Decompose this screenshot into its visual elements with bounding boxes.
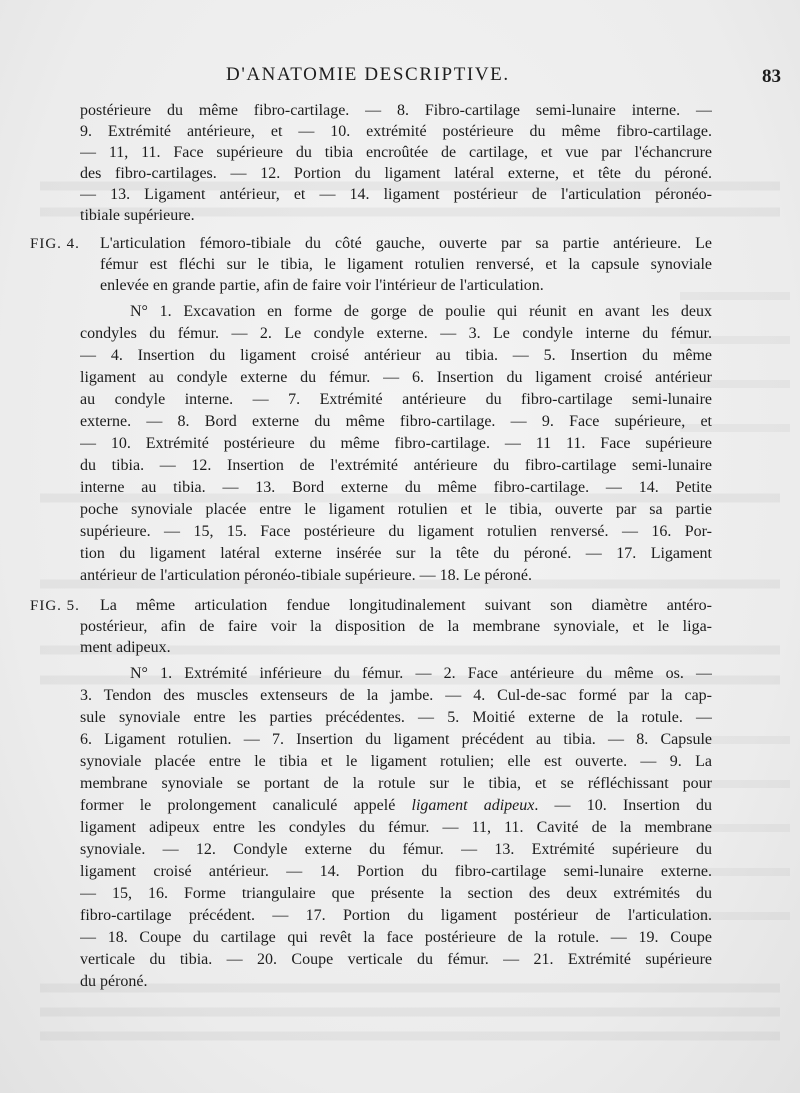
fig4-legend-line: condyles du fémur. — 2. Le condyle externe. — 3. Le condyle interne du fémur. <box>80 325 712 342</box>
fig4-legend-line: N° 1. Excavation en forme de gorge de poulie qui réunit en avant les deux <box>130 303 712 320</box>
figure-4-label: FIG. 4. <box>30 236 80 252</box>
body-line: tibiale supérieure. <box>80 207 195 224</box>
fig4-legend-line: poche synoviale placée entre le ligament rotulien et le tibia, ouverte par sa partie <box>80 501 712 518</box>
fig5-caption-line: La même articulation fendue longitudinalement suivant son diamètre antéro- <box>100 597 712 614</box>
fig4-legend-line: antérieur de l'articulation péronéo-tibiale supérieure. — 18. Le péroné. <box>80 567 533 584</box>
fig5-legend-line: fibro-cartilage précédent. — 17. Portion du ligament postérieur de l'articulation. <box>80 907 712 924</box>
body-line: 9. Extrémité antérieure, et — 10. extrémité postérieure du même fibro-cartilage. <box>80 123 712 140</box>
fig5-legend-line: 3. Tendon des muscles extenseurs de la jambe. — 4. Cul-de-sac formé par la cap- <box>80 687 712 704</box>
fig5-legend-line: synoviale. — 12. Condyle externe du fémur. — 13. Extrémité supérieure du <box>80 841 712 858</box>
fig5-italic-term: ligament adipeux <box>411 797 535 814</box>
fig5-text: former le prolongement canaliculé appelé <box>80 797 412 814</box>
body-line: — 13. Ligament antérieur, et — 14. ligament postérieur de l'articulation péronéo- <box>80 186 712 203</box>
fig4-legend-line: supérieure. — 15, 15. Face postérieure du ligament rotulien renversé. — 16. Por- <box>80 523 712 540</box>
body-line: postérieure du même fibro-cartilage. — 8. Fibro-cartilage semi-lunaire interne. — <box>80 102 712 119</box>
fig4-caption-line: L'articulation fémoro-tibiale du côté gauche, ouverte par sa partie antérieure. Le <box>100 235 712 252</box>
fig5-legend-line-with-italic <box>80 795 712 816</box>
fig4-legend-line: tion du ligament latéral externe insérée sur la tête du péroné. — 17. Ligament <box>80 545 712 562</box>
fig5-caption-line: ment adipeux. <box>80 639 171 656</box>
body-line: — 11, 11. Face supérieure du tibia encroûtée de cartilage, et vue par l'échancrure <box>80 144 712 161</box>
fig5-legend-line: synoviale placée entre le tibia et le ligament rotulien; elle est ouverte. — 9. La <box>80 753 712 770</box>
fig5-text: . — 10. Insertion du <box>534 797 712 814</box>
fig5-legend-line: N° 1. Extrémité inférieure du fémur. — 2. Face antérieure du même os. — <box>130 665 712 682</box>
fig5-legend-line: sule synoviale entre les parties précédentes. — 5. Moitié externe de la rotule. — <box>80 709 712 726</box>
page-number: 83 <box>762 66 781 87</box>
fig5-legend-line: — 18. Coupe du cartilage qui revêt la face postérieure de la rotule. — 19. Coupe <box>80 929 712 946</box>
fig4-legend-line: ligament au condyle externe du fémur. — 6. Insertion du ligament croisé antérieur <box>80 369 712 386</box>
fig5-legend-line: — 15, 16. Forme triangulaire que présente la section des deux extrémités du <box>80 885 712 902</box>
fig5-legend-line: 6. Ligament rotulien. — 7. Insertion du ligament précédent au tibia. — 8. Capsule <box>80 731 712 748</box>
fig5-caption-line: postérieur, afin de faire voir la disposition de la membrane synoviale, et le liga- <box>80 618 712 635</box>
fig4-caption-line: enlevée en grande partie, afin de faire voir l'intérieur de l'articulation. <box>100 277 544 294</box>
fig4-legend-line: externe. — 8. Bord externe du même fibro-cartilage. — 9. Face supérieure, et <box>80 413 712 430</box>
fig4-legend-line: du tibia. — 12. Insertion de l'extrémité antérieure du fibro-cartilage semi-lunaire <box>80 457 712 474</box>
fig5-legend-line: ligament adipeux entre les condyles du fémur. — 11, 11. Cavité de la membrane <box>80 819 712 836</box>
figure-5-label: FIG. 5. <box>30 598 80 614</box>
fig5-legend-line: verticale du tibia. — 20. Coupe verticale du fémur. — 21. Extrémité supérieure <box>80 951 712 968</box>
fig5-legend-line: du péroné. <box>80 973 148 990</box>
fig5-legend-line: ligament croisé antérieur. — 14. Portion du fibro-cartilage semi-lunaire externe. <box>80 863 712 880</box>
fig4-legend-line: — 4. Insertion du ligament croisé antérieur au tibia. — 5. Insertion du même <box>80 347 712 364</box>
fig4-legend-line: — 10. Extrémité postérieure du même fibro-cartilage. — 11 11. Face supérieure <box>80 435 712 452</box>
fig5-legend-line: membrane synoviale se portant de la rotule sur le tibia, et se réfléchissant pour <box>80 775 712 792</box>
fig4-caption-line: fémur est fléchi sur le tibia, le ligament rotulien renversé, et la capsule synoviale <box>100 256 712 273</box>
body-line: des fibro-cartilages. — 12. Portion du ligament latéral externe, et tête du péroné. <box>80 165 712 182</box>
fig4-legend-line: interne au tibia. — 13. Bord externe du même fibro-cartilage. — 14. Petite <box>80 479 712 496</box>
fig4-legend-line: au condyle interne. — 7. Extrémité antérieure du fibro-cartilage semi-lunaire <box>80 391 712 408</box>
running-title: D'ANATOMIE DESCRIPTIVE. <box>226 64 510 85</box>
